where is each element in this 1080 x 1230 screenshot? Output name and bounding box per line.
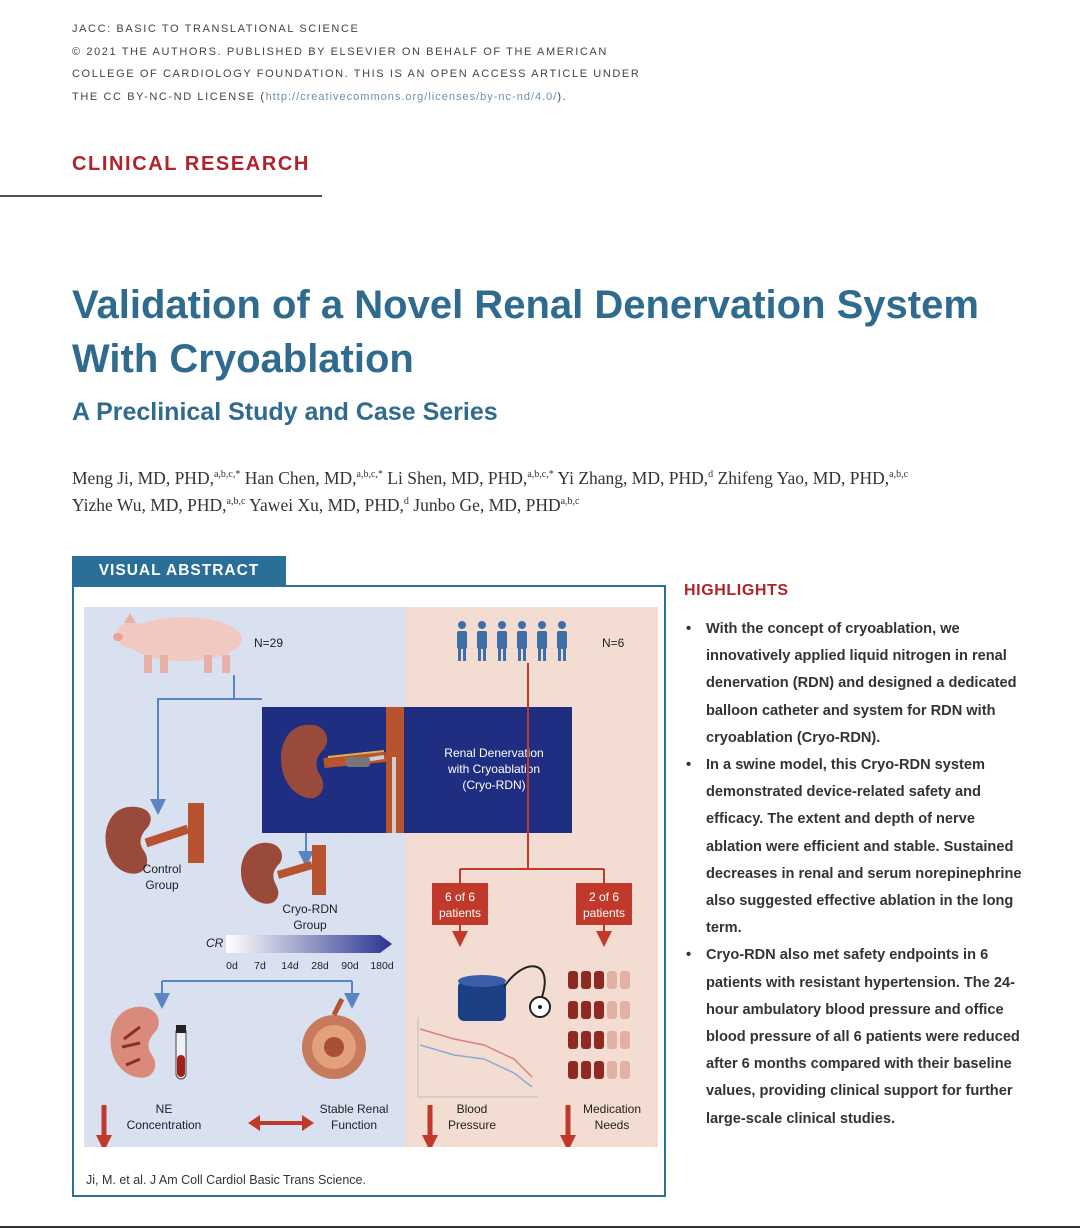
author-name: Li Shen, MD, PHD, — [387, 468, 528, 488]
bullet-icon: • — [686, 621, 692, 637]
cryo-group-label-2: Group — [293, 918, 327, 932]
author-affiliation: a,b,c,* — [527, 469, 554, 480]
pill — [607, 1061, 617, 1079]
highlight-text: In a swine model, this Cryo-RDN system demonstrated device-related safety and efficacy. The extent and depth of nerve ablation were efficient and stable. Sustained decreases in renal and serum norepinephrine also suggested effective ablation in the long term. — [706, 757, 1022, 937]
control-group-label-1: Control — [142, 862, 182, 876]
cryo-group-label-1: Cryo-RDN — [282, 902, 338, 916]
highlight-item — [684, 616, 1034, 752]
pill — [594, 1061, 604, 1079]
pill — [607, 1031, 617, 1049]
page-bottom-rule — [0, 1226, 1080, 1228]
timeline-tick: 90d — [341, 960, 359, 972]
bp-label-1: Blood — [456, 1102, 488, 1116]
pill — [620, 1001, 630, 1019]
pill — [581, 1031, 591, 1049]
highlight-text: With the concept of cryoablation, we innovatively applied liquid nitrogen in renal denervation (RDN) and designed a dedicated balloon catheter and system for RDN with cryoablation (Cryo-RDN). — [706, 621, 1017, 746]
bp-responder-line1: 6 of 6 — [444, 890, 476, 904]
animal-count: N=29 — [254, 636, 284, 650]
visual-abstract-figure — [84, 607, 658, 1147]
test-tube-icon — [176, 1025, 186, 1079]
pill — [594, 971, 604, 989]
pill — [620, 1031, 630, 1049]
author — [72, 495, 245, 515]
section-label: CLINICAL RESEARCH — [72, 153, 310, 175]
section-divider — [0, 195, 322, 197]
cr-label: CR — [206, 936, 224, 950]
pill — [581, 1001, 591, 1019]
bp-responder-line2: patients — [438, 906, 482, 920]
med-label-2: Needs — [594, 1118, 630, 1132]
timeline-tick: 180d — [370, 960, 394, 972]
med-label-1: Medication — [582, 1102, 642, 1116]
pill — [594, 1001, 604, 1019]
article-subtitle: A Preclinical Study and Case Series — [72, 398, 498, 426]
pill — [607, 1001, 617, 1019]
author-name: Yawei Xu, MD, PHD, — [249, 495, 404, 515]
journal-name: JACC: BASIC TO TRANSLATIONAL SCIENCE — [72, 23, 360, 35]
cr-timeline-bar — [226, 935, 392, 953]
timeline-tick: 14d — [281, 960, 299, 972]
author-name: Meng Ji, MD, PHD, — [72, 468, 214, 488]
author-list — [72, 465, 1062, 519]
pill — [620, 971, 630, 989]
license-link[interactable]: http://creativecommons.org/licenses/by-nc-nd/4.0/ — [265, 90, 558, 103]
ne-label-1: NE — [155, 1102, 173, 1116]
highlight-item — [684, 752, 1034, 942]
author-affiliation: a,b,c — [560, 496, 580, 507]
article-title: Validation of a Novel Renal Denervation System With Cryoablation — [72, 283, 979, 381]
author — [245, 468, 383, 488]
highlight-text: Cryo-RDN also met safety endpoints in 6 patients with resistant hypertension. The 24-hour ambulatory blood pressure and office blood pressure of all 6 patients were reduced after 6 months compared with their baseline values, providing clinical support for further large-scale clinical studies. — [706, 947, 1020, 1127]
pill — [594, 1031, 604, 1049]
patient-count: N=6 — [602, 636, 625, 650]
author — [718, 468, 909, 488]
author-name: Han Chen, MD, — [244, 468, 357, 488]
pill — [568, 1061, 578, 1079]
procedure-label-3: (Cryo-RDN) — [462, 778, 526, 792]
pill — [568, 971, 578, 989]
timeline-tick: 28d — [311, 960, 329, 972]
bullet-icon: • — [686, 947, 692, 964]
license-prefix: THE CC BY-NC-ND LICENSE ( — [72, 90, 266, 103]
highlight-item — [684, 942, 1034, 1132]
med-responder-line1: 2 of 6 — [588, 890, 620, 904]
author-affiliation: a,b,c,* — [356, 469, 383, 480]
figure-citation: Ji, M. et al. J Am Coll Cardiol Basic Trans Science. — [86, 1173, 366, 1187]
ne-label-2: Concentration — [126, 1118, 202, 1132]
bullet-icon: • — [686, 757, 692, 774]
license-line — [72, 86, 640, 109]
license-suffix: ). — [557, 90, 568, 103]
visual-abstract-tab: VISUAL ABSTRACT — [72, 556, 286, 586]
bp-label-2: Pressure — [447, 1118, 497, 1132]
author-name: Zhifeng Yao, MD, PHD, — [717, 468, 890, 488]
pill — [568, 1001, 578, 1019]
copyright-line-2: COLLEGE OF CARDIOLOGY FOUNDATION. THIS IS AN OPEN ACCESS ARTICLE UNDER — [72, 68, 641, 80]
author — [249, 495, 409, 515]
author-affiliation: d — [403, 496, 409, 507]
author — [557, 468, 713, 488]
procedure-label-1: Renal Denervation — [444, 746, 544, 760]
author-affiliation: a,b,c — [226, 496, 246, 507]
author — [72, 468, 240, 488]
med-responder-line2: patients — [582, 906, 626, 920]
pill — [581, 971, 591, 989]
journal-header — [72, 18, 640, 108]
highlights-title: HIGHLIGHTS — [684, 582, 789, 599]
visual-abstract — [72, 585, 666, 1197]
author — [413, 495, 579, 515]
timeline-tick: 7d — [254, 960, 266, 972]
author — [387, 468, 553, 488]
author-name: Yizhe Wu, MD, PHD, — [72, 495, 227, 515]
procedure-label-2: with Cryoablation — [447, 762, 541, 776]
author-name: Yi Zhang, MD, PHD, — [557, 468, 709, 488]
author-affiliation: d — [708, 469, 714, 480]
pill — [568, 1031, 578, 1049]
pill — [581, 1061, 591, 1079]
timeline-tick: 0d — [226, 960, 238, 972]
renal-function-label-2: Function — [330, 1118, 378, 1132]
copyright-line: © 2021 THE AUTHORS. PUBLISHED BY ELSEVIER ON BEHALF OF THE AMERICAN — [72, 45, 608, 58]
pill — [607, 971, 617, 989]
highlights-list — [684, 616, 1034, 1133]
author-name: Junbo Ge, MD, PHD — [413, 495, 561, 515]
renal-function-label-1: Stable Renal — [319, 1102, 389, 1116]
control-group-label-2: Group — [145, 878, 179, 892]
pill — [620, 1061, 630, 1079]
author-affiliation: a,b,c — [889, 469, 909, 480]
author-affiliation: a,b,c,* — [213, 469, 241, 480]
